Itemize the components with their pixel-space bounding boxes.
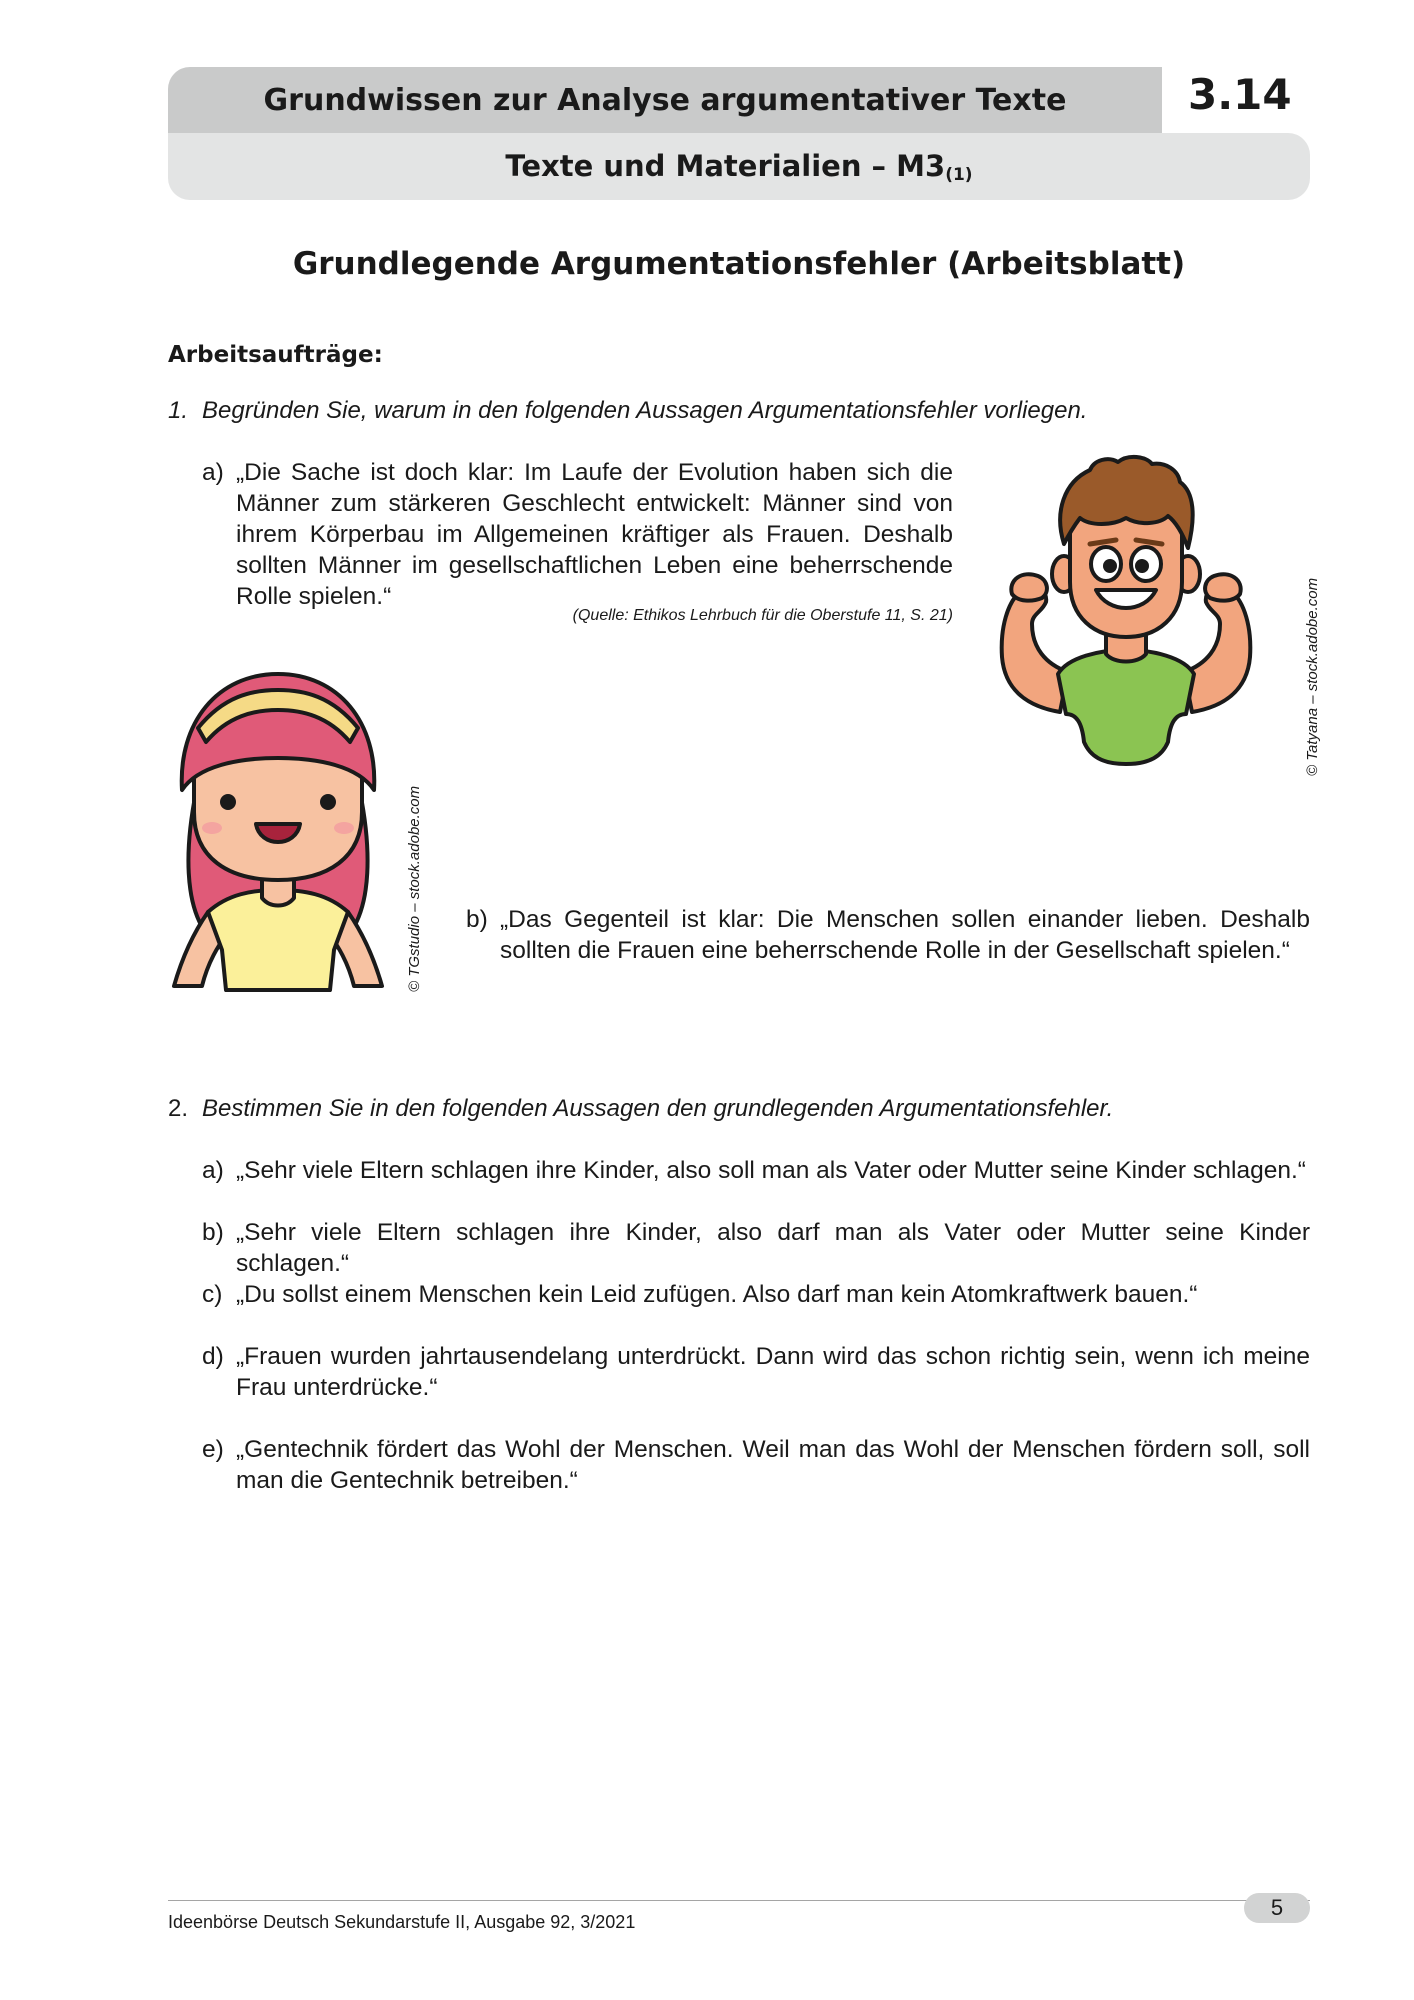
page-number: 5 xyxy=(1244,1893,1310,1923)
girl-image-credit: © TGstudio – stock.adobe.com xyxy=(406,785,423,992)
series-title: Grundwissen zur Analyse argumentativer Texte xyxy=(263,82,1067,118)
girl-illustration xyxy=(168,662,388,992)
task-2-instruction xyxy=(168,1095,1113,1123)
man-flexing-illustration xyxy=(990,452,1262,772)
item-text: „Gentechnik fördert das Wohl der Menschen. Weil man das Wohl der Menschen fördern soll, soll man die Gentechnik betreiben.“ xyxy=(236,1436,1310,1494)
subtitle xyxy=(505,149,972,185)
item-text: „Das Gegenteil ist klar: Die Menschen sollen einander lieben. Deshalb sollten die Frauen eine beherrschende Rolle in der Gesellschaft spielen.“ xyxy=(500,906,1310,964)
item-label: e) xyxy=(202,1436,224,1463)
series-title-bar xyxy=(168,67,1162,133)
tasks-heading: Arbeitsaufträge: xyxy=(168,342,383,368)
item-text: „Du sollst einem Menschen kein Leid zufügen. Also darf man kein Atomkraftwerk bauen.“ xyxy=(236,1281,1198,1308)
section-number: 3.14 xyxy=(1188,70,1292,119)
item-text: „Sehr viele Eltern schlagen ihre Kinder, also soll man als Vater oder Mutter seine Kinder schlagen.“ xyxy=(236,1157,1306,1184)
task-1-instruction xyxy=(168,397,1087,425)
item-label: a) xyxy=(202,459,224,486)
item-text: „Sehr viele Eltern schlagen ihre Kinder, also darf man als Vater oder Mutter seine Kinder schlagen.“ xyxy=(236,1219,1310,1277)
item-label: b) xyxy=(202,1219,224,1246)
subtitle-bar xyxy=(168,133,1310,200)
footer-publication: Ideenbörse Deutsch Sekundarstufe II, Ausgabe 92, 3/2021 xyxy=(168,1912,636,1932)
subtitle-suffix: (1) xyxy=(945,164,973,185)
page-title: Grundlegende Argumentationsfehler (Arbeitsblatt) xyxy=(292,246,1186,282)
item-label: a) xyxy=(202,1157,224,1184)
man-image-credit: © Tatyana – stock.adobe.com xyxy=(1304,577,1321,776)
footer-divider xyxy=(168,1900,1310,1901)
item-text: „Frauen wurden jahrtausendelang unterdrückt. Dann wird das schon richtig sein, wenn ich meine Frau unterdrücke.“ xyxy=(236,1343,1310,1401)
item-label: c) xyxy=(202,1281,223,1308)
task-1-number: 1. xyxy=(168,397,189,424)
item-label: d) xyxy=(202,1343,224,1370)
subtitle-text: Texte und Materialien – M3 xyxy=(505,148,946,183)
source-citation: (Quelle: Ethikos Lehrbuch für die Oberstufe 11, S. 21) xyxy=(572,607,953,624)
task-1-text: Begründen Sie, warum in den folgenden Aussagen Argumentationsfehler vorliegen. xyxy=(202,397,1088,424)
item-text: „Die Sache ist doch klar: Im Laufe der Evolution haben sich die Männer zum stärkeren Geschlecht entwickelt: Männer sind von ihrem Körperbau im Allgemeinen kräftiger als Frauen. Deshalb sollten Männer im gesellschaftlichen Leben eine beherrschende Rolle spielen.“ xyxy=(236,459,953,610)
item-label: b) xyxy=(466,906,488,933)
task-2-text: Bestimmen Sie in den folgenden Aussagen den grundlegenden Argumentationsfehler. xyxy=(202,1095,1114,1122)
task-2-number: 2. xyxy=(168,1095,189,1122)
